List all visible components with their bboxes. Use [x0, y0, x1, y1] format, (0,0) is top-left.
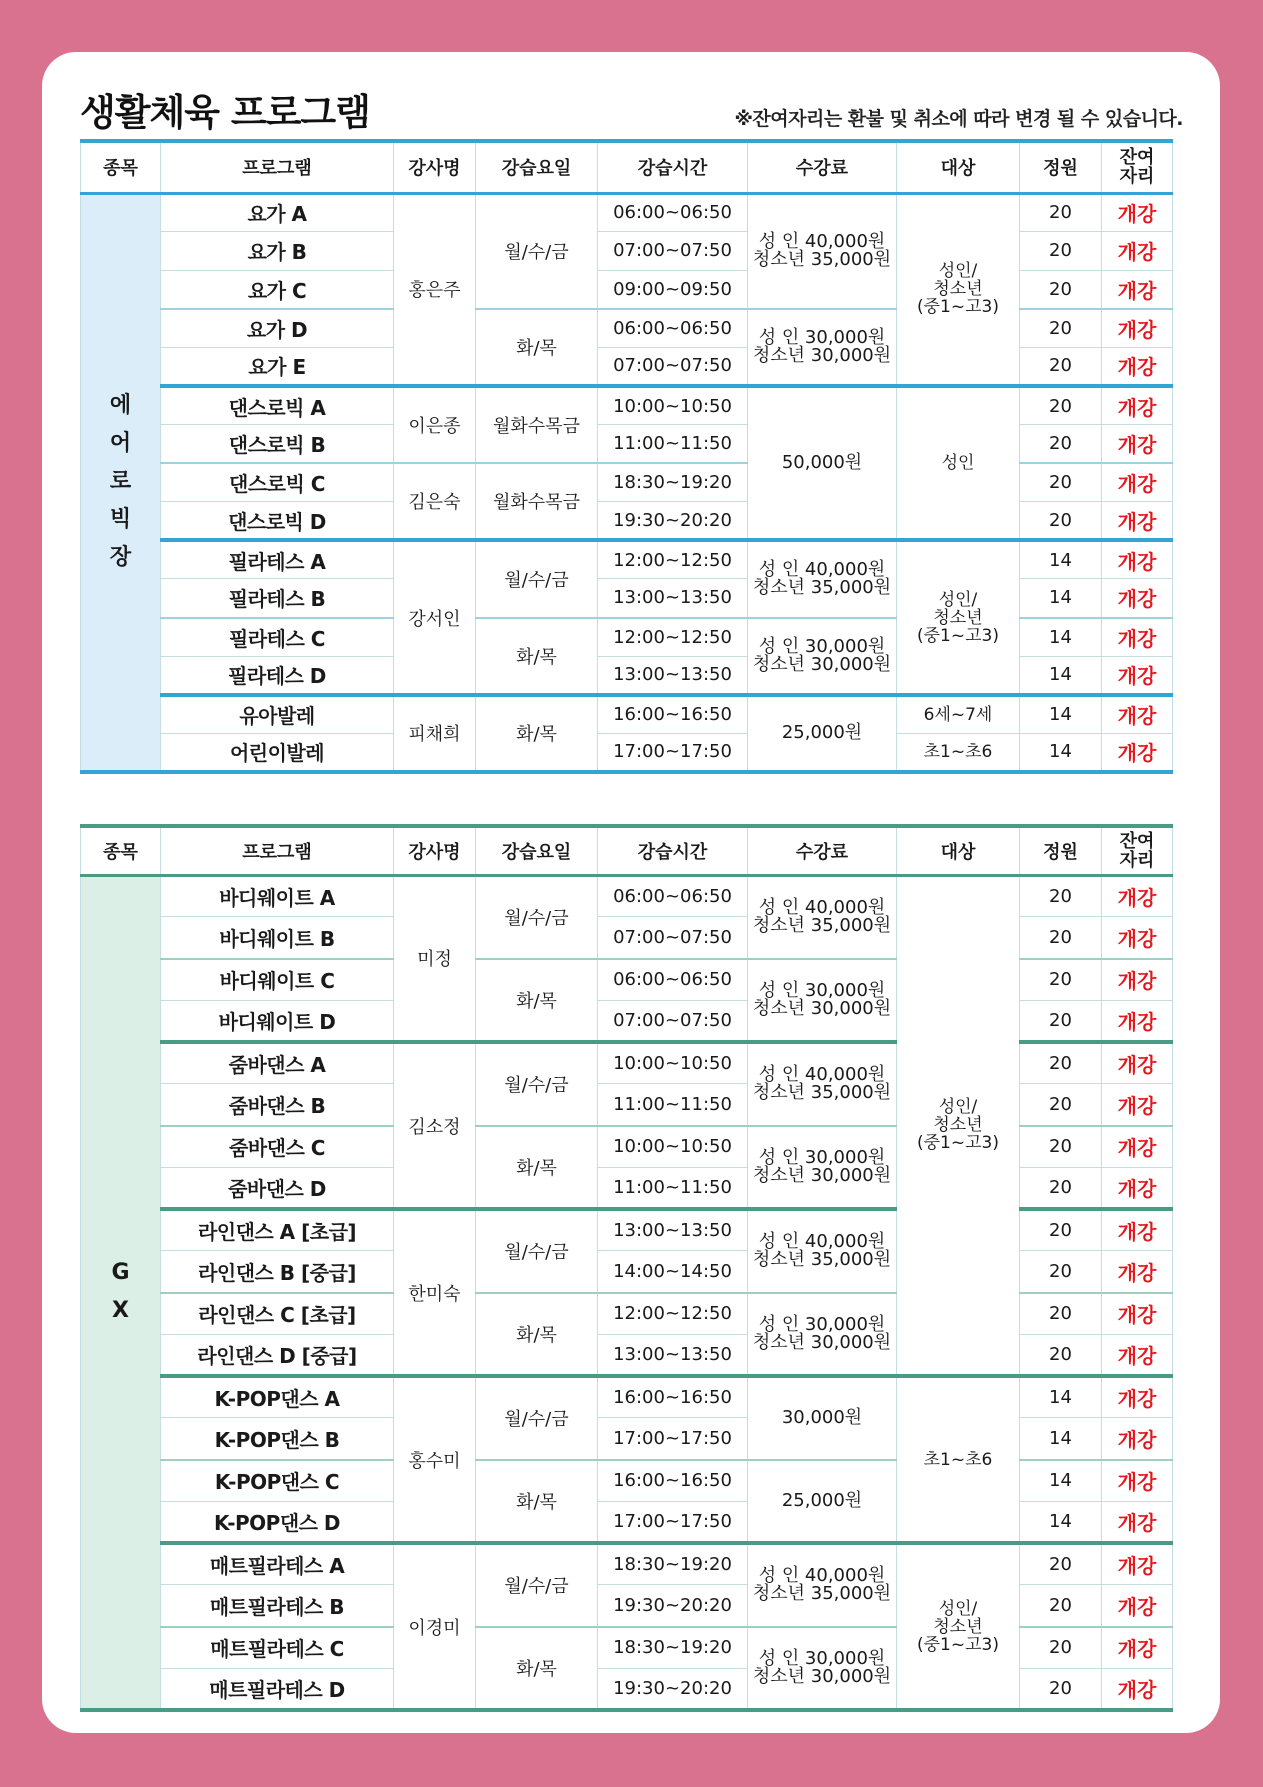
- class-time: 13:00~13:50: [598, 1334, 748, 1376]
- tuition-fee: 성 인 40,000원 청소년 35,000원: [748, 875, 897, 959]
- class-time: 10:00~10:50: [598, 1126, 748, 1168]
- class-days: 화/목: [476, 618, 598, 695]
- class-time: 18:30~19:20: [598, 1627, 748, 1669]
- remaining-status: 개강: [1102, 309, 1173, 348]
- capacity: 20: [1020, 1042, 1102, 1084]
- category-label: 에 어 로 빅 장: [81, 193, 161, 772]
- class-days: 월/수/금: [476, 1209, 598, 1293]
- capacity: 14: [1020, 540, 1102, 579]
- capacity: 20: [1020, 1209, 1102, 1251]
- aerobics-table-body: [81, 193, 1173, 772]
- capacity: 14: [1020, 695, 1102, 734]
- program-name: 필라테스 D: [161, 656, 394, 695]
- instructor-name: 강서인: [394, 540, 476, 694]
- program-name: 라인댄스 A [초급]: [161, 1209, 394, 1251]
- target-group: 성인/ 청소년 (중1~고3): [897, 193, 1020, 386]
- capacity: 20: [1020, 1000, 1102, 1042]
- instructor-name: 이경미: [394, 1543, 476, 1710]
- remaining-status: 개강: [1102, 1167, 1173, 1209]
- header-target: 대상: [897, 141, 1020, 193]
- capacity: 20: [1020, 193, 1102, 232]
- header-days: 강습요일: [476, 141, 598, 193]
- instructor-name: 김은숙: [394, 463, 476, 540]
- header-capacity: 정원: [1020, 826, 1102, 875]
- program-name: 매트필라테스 B: [161, 1585, 394, 1627]
- header-program: 프로그램: [161, 826, 394, 875]
- class-time: 09:00~09:50: [598, 270, 748, 309]
- class-time: 11:00~11:50: [598, 1084, 748, 1126]
- class-days: 화/목: [476, 1293, 598, 1377]
- program-name: 라인댄스 C [초급]: [161, 1293, 394, 1335]
- program-name: 필라테스 C: [161, 618, 394, 657]
- program-name: 바디웨이트 A: [161, 875, 394, 917]
- capacity: 20: [1020, 232, 1102, 271]
- capacity: 20: [1020, 1627, 1102, 1669]
- gx-schedule-table: [80, 824, 1173, 1712]
- class-days: 화/목: [476, 1627, 598, 1711]
- program-name: 매트필라테스 D: [161, 1668, 394, 1710]
- class-time: 17:00~17:50: [598, 1418, 748, 1460]
- capacity: 14: [1020, 733, 1102, 772]
- header-capacity: 정원: [1020, 141, 1102, 193]
- class-days: 화/목: [476, 959, 598, 1043]
- program-name: K-POP댄스 A: [161, 1376, 394, 1418]
- category-label: G X: [81, 875, 161, 1710]
- tuition-fee: 50,000원: [748, 386, 897, 540]
- capacity: 20: [1020, 1167, 1102, 1209]
- class-time: 11:00~11:50: [598, 1167, 748, 1209]
- capacity: 20: [1020, 875, 1102, 917]
- remaining-status: 개강: [1102, 733, 1173, 772]
- program-name: 줌바댄스 C: [161, 1126, 394, 1168]
- remaining-status: 개강: [1102, 1084, 1173, 1126]
- header-program: 프로그램: [161, 141, 394, 193]
- remaining-status: 개강: [1102, 618, 1173, 657]
- tuition-fee: 성 인 40,000원 청소년 35,000원: [748, 540, 897, 617]
- class-time: 12:00~12:50: [598, 1293, 748, 1335]
- program-name: 라인댄스 D [중급]: [161, 1334, 394, 1376]
- instructor-name: 미정: [394, 875, 476, 1042]
- program-name: 요가 C: [161, 270, 394, 309]
- class-time: 06:00~06:50: [598, 309, 748, 348]
- program-name: 줌바댄스 B: [161, 1084, 394, 1126]
- program-name: 필라테스 A: [161, 540, 394, 579]
- class-time: 07:00~07:50: [598, 347, 748, 386]
- remaining-status: 개강: [1102, 656, 1173, 695]
- capacity: 14: [1020, 579, 1102, 618]
- header-remaining: 잔여 자리: [1102, 141, 1173, 193]
- class-time: 06:00~06:50: [598, 875, 748, 917]
- remaining-status: 개강: [1102, 875, 1173, 917]
- remaining-status: 개강: [1102, 347, 1173, 386]
- remaining-status: 개강: [1102, 1418, 1173, 1460]
- class-time: 07:00~07:50: [598, 1000, 748, 1042]
- program-name: 요가 A: [161, 193, 394, 232]
- remaining-status: 개강: [1102, 959, 1173, 1001]
- remaining-status: 개강: [1102, 695, 1173, 734]
- header-category: 종목: [81, 141, 161, 193]
- class-days: 월/수/금: [476, 540, 598, 617]
- table-row: [81, 540, 1173, 579]
- program-name: 댄스로빅 C: [161, 463, 394, 502]
- capacity: 14: [1020, 1460, 1102, 1502]
- table-row: [81, 193, 1173, 232]
- class-days: 월/수/금: [476, 1042, 598, 1126]
- instructor-name: 한미숙: [394, 1209, 476, 1376]
- class-time: 16:00~16:50: [598, 1460, 748, 1502]
- header-row: [81, 826, 1173, 875]
- target-group: 성인/ 청소년 (중1~고3): [897, 540, 1020, 694]
- capacity: 20: [1020, 1334, 1102, 1376]
- class-days: 월/수/금: [476, 875, 598, 959]
- capacity: 20: [1020, 425, 1102, 464]
- table-row: [81, 875, 1173, 917]
- program-name: 요가 E: [161, 347, 394, 386]
- class-time: 07:00~07:50: [598, 917, 748, 959]
- tuition-fee: 성 인 30,000원 청소년 30,000원: [748, 1293, 897, 1377]
- program-name: 줌바댄스 D: [161, 1167, 394, 1209]
- class-time: 10:00~10:50: [598, 1042, 748, 1084]
- remaining-status: 개강: [1102, 463, 1173, 502]
- capacity: 20: [1020, 1084, 1102, 1126]
- remaining-status: 개강: [1102, 425, 1173, 464]
- program-name: 바디웨이트 C: [161, 959, 394, 1001]
- program-name: 어린이발레: [161, 733, 394, 772]
- table-row: [81, 386, 1173, 425]
- program-name: K-POP댄스 B: [161, 1418, 394, 1460]
- tuition-fee: 25,000원: [748, 695, 897, 772]
- program-name: 바디웨이트 D: [161, 1000, 394, 1042]
- remaining-status: 개강: [1102, 917, 1173, 959]
- class-days: 화/목: [476, 1460, 598, 1544]
- capacity: 20: [1020, 959, 1102, 1001]
- capacity: 14: [1020, 656, 1102, 695]
- program-name: 매트필라테스 A: [161, 1543, 394, 1585]
- remaining-status: 개강: [1102, 1293, 1173, 1335]
- class-days: 화/목: [476, 1126, 598, 1210]
- instructor-name: 이은종: [394, 386, 476, 463]
- target-group: 성인: [897, 386, 1020, 540]
- remaining-status: 개강: [1102, 1501, 1173, 1543]
- instructor-name: 김소정: [394, 1042, 476, 1209]
- program-name: 댄스로빅 B: [161, 425, 394, 464]
- class-days: 월/수/금: [476, 193, 598, 309]
- capacity: 14: [1020, 618, 1102, 657]
- tuition-fee: 25,000원: [748, 1460, 897, 1544]
- program-name: 라인댄스 B [중급]: [161, 1251, 394, 1293]
- remaining-status: 개강: [1102, 232, 1173, 271]
- capacity: 20: [1020, 502, 1102, 541]
- class-time: 16:00~16:50: [598, 1376, 748, 1418]
- remaining-status: 개강: [1102, 540, 1173, 579]
- class-time: 14:00~14:50: [598, 1251, 748, 1293]
- capacity: 14: [1020, 1418, 1102, 1460]
- class-time: 07:00~07:50: [598, 232, 748, 271]
- remaining-status: 개강: [1102, 1126, 1173, 1168]
- tuition-fee: 성 인 30,000원 청소년 30,000원: [748, 1627, 897, 1711]
- target-group: 초1~초6: [897, 733, 1020, 772]
- instructor-name: 홍은주: [394, 193, 476, 386]
- tuition-fee: 성 인 30,000원 청소년 30,000원: [748, 618, 897, 695]
- instructor-name: 피채희: [394, 695, 476, 772]
- tuition-fee: 성 인 30,000원 청소년 30,000원: [748, 959, 897, 1043]
- remaining-status: 개강: [1102, 579, 1173, 618]
- program-name: 바디웨이트 B: [161, 917, 394, 959]
- program-name: K-POP댄스 C: [161, 1460, 394, 1502]
- class-days: 월/수/금: [476, 1543, 598, 1627]
- capacity: 20: [1020, 917, 1102, 959]
- class-time: 13:00~13:50: [598, 1209, 748, 1251]
- remaining-status: 개강: [1102, 502, 1173, 541]
- table-row: [81, 1543, 1173, 1585]
- program-name: 줌바댄스 A: [161, 1042, 394, 1084]
- remaining-status: 개강: [1102, 270, 1173, 309]
- target-group: 성인/ 청소년 (중1~고3): [897, 1543, 1020, 1710]
- capacity: 20: [1020, 1543, 1102, 1585]
- program-name: 댄스로빅 A: [161, 386, 394, 425]
- remaining-status: 개강: [1102, 1334, 1173, 1376]
- class-time: 12:00~12:50: [598, 540, 748, 579]
- header-target: 대상: [897, 826, 1020, 875]
- remaining-status: 개강: [1102, 1000, 1173, 1042]
- tuition-fee: 성 인 40,000원 청소년 35,000원: [748, 1209, 897, 1293]
- capacity: 20: [1020, 309, 1102, 348]
- capacity: 20: [1020, 1126, 1102, 1168]
- remaining-status: 개강: [1102, 1251, 1173, 1293]
- class-days: 화/목: [476, 309, 598, 386]
- aerobics-schedule-table: [80, 139, 1173, 774]
- remaining-status: 개강: [1102, 1376, 1173, 1418]
- class-time: 19:30~20:20: [598, 1668, 748, 1710]
- target-group: 6세~7세: [897, 695, 1020, 734]
- capacity: 20: [1020, 463, 1102, 502]
- remaining-status: 개강: [1102, 1042, 1173, 1084]
- target-group: 초1~초6: [897, 1376, 1020, 1543]
- program-name: 유아발레: [161, 695, 394, 734]
- class-time: 18:30~19:20: [598, 1543, 748, 1585]
- program-name: K-POP댄스 D: [161, 1501, 394, 1543]
- header-time: 강습시간: [598, 141, 748, 193]
- class-time: 18:30~19:20: [598, 463, 748, 502]
- header-days: 강습요일: [476, 826, 598, 875]
- tuition-fee: 30,000원: [748, 1376, 897, 1460]
- program-name: 필라테스 B: [161, 579, 394, 618]
- tuition-fee: 성 인 40,000원 청소년 35,000원: [748, 193, 897, 309]
- capacity: 20: [1020, 347, 1102, 386]
- remaining-status: 개강: [1102, 1585, 1173, 1627]
- class-time: 13:00~13:50: [598, 656, 748, 695]
- remaining-status: 개강: [1102, 193, 1173, 232]
- capacity: 20: [1020, 270, 1102, 309]
- class-time: 19:30~20:20: [598, 1585, 748, 1627]
- capacity: 20: [1020, 386, 1102, 425]
- class-time: 17:00~17:50: [598, 1501, 748, 1543]
- class-time: 19:30~20:20: [598, 502, 748, 541]
- tuition-fee: 성 인 30,000원 청소년 30,000원: [748, 1126, 897, 1210]
- capacity: 20: [1020, 1251, 1102, 1293]
- class-time: 17:00~17:50: [598, 733, 748, 772]
- class-days: 월/수/금: [476, 1376, 598, 1460]
- class-days: 화/목: [476, 695, 598, 772]
- class-time: 06:00~06:50: [598, 959, 748, 1001]
- remaining-status: 개강: [1102, 386, 1173, 425]
- program-name: 매트필라테스 C: [161, 1627, 394, 1669]
- header-remaining: 잔여 자리: [1102, 826, 1173, 875]
- header-row: [81, 141, 1173, 193]
- remaining-status: 개강: [1102, 1668, 1173, 1710]
- class-time: 06:00~06:50: [598, 193, 748, 232]
- remaining-status: 개강: [1102, 1460, 1173, 1502]
- remaining-status: 개강: [1102, 1627, 1173, 1669]
- program-name: 요가 B: [161, 232, 394, 271]
- capacity: 20: [1020, 1585, 1102, 1627]
- availability-notice: ※잔여자리는 환불 및 취소에 따라 변경 될 수 있습니다.: [734, 108, 1183, 130]
- capacity: 20: [1020, 1668, 1102, 1710]
- capacity: 14: [1020, 1376, 1102, 1418]
- page-title: 생활체육 프로그램: [80, 91, 370, 134]
- table-row: [81, 695, 1173, 734]
- class-days: 월화수목금: [476, 463, 598, 540]
- remaining-status: 개강: [1102, 1543, 1173, 1585]
- table-row: [81, 733, 1173, 772]
- program-name: 요가 D: [161, 309, 394, 348]
- program-name: 댄스로빅 D: [161, 502, 394, 541]
- capacity: 20: [1020, 1293, 1102, 1335]
- class-time: 11:00~11:50: [598, 425, 748, 464]
- gx-table-body: [81, 875, 1173, 1710]
- tuition-fee: 성 인 40,000원 청소년 35,000원: [748, 1042, 897, 1126]
- capacity: 14: [1020, 1501, 1102, 1543]
- header-category: 종목: [81, 826, 161, 875]
- class-time: 13:00~13:50: [598, 579, 748, 618]
- tuition-fee: 성 인 40,000원 청소년 35,000원: [748, 1543, 897, 1627]
- class-time: 12:00~12:50: [598, 618, 748, 657]
- class-time: 10:00~10:50: [598, 386, 748, 425]
- target-group: 성인/ 청소년 (중1~고3): [897, 875, 1020, 1376]
- header-fee: 수강료: [748, 826, 897, 875]
- header-instructor: 강사명: [394, 826, 476, 875]
- remaining-status: 개강: [1102, 1209, 1173, 1251]
- class-time: 16:00~16:50: [598, 695, 748, 734]
- header-fee: 수강료: [748, 141, 897, 193]
- tuition-fee: 성 인 30,000원 청소년 30,000원: [748, 309, 897, 386]
- header-time: 강습시간: [598, 826, 748, 875]
- header-instructor: 강사명: [394, 141, 476, 193]
- class-days: 월화수목금: [476, 386, 598, 463]
- instructor-name: 홍수미: [394, 1376, 476, 1543]
- table-row: [81, 1376, 1173, 1418]
